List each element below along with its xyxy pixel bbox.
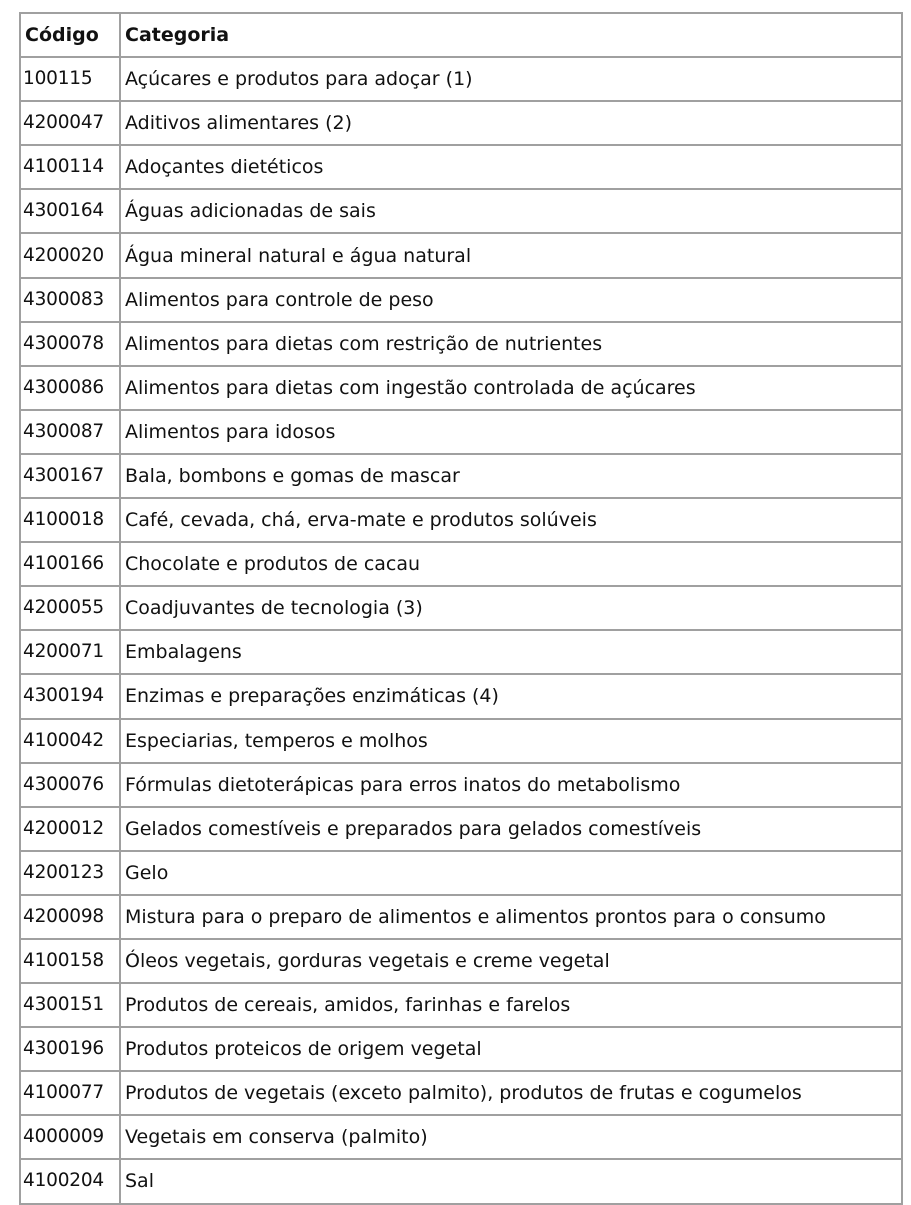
row-code: 4200047 [20, 101, 120, 145]
row-category: Gelo [120, 851, 902, 895]
row-category: Água mineral natural e água natural [120, 233, 902, 277]
table-row [20, 542, 902, 586]
table-row [20, 498, 902, 542]
row-category: Adoçantes dietéticos [120, 145, 902, 189]
row-category: Enzimas e preparações enzimáticas (4) [120, 674, 902, 718]
row-code: 4300151 [20, 983, 120, 1027]
row-category: Vegetais em conserva (palmito) [120, 1115, 902, 1159]
row-code: 4100158 [20, 939, 120, 983]
row-category: Coadjuvantes de tecnologia (3) [120, 586, 902, 630]
table-row [20, 851, 902, 895]
table-row [20, 807, 902, 851]
row-category: Produtos de vegetais (exceto palmito), produtos de frutas e cogumelos [120, 1071, 902, 1115]
row-category: Açúcares e produtos para adoçar (1) [120, 57, 902, 101]
table-row [20, 145, 902, 189]
table-row [20, 939, 902, 983]
row-code: 4100018 [20, 498, 120, 542]
row-category: Produtos de cereais, amidos, farinhas e farelos [120, 983, 902, 1027]
table-row [20, 1159, 902, 1203]
row-code: 4200071 [20, 630, 120, 674]
table-row [20, 983, 902, 1027]
row-code: 4100077 [20, 1071, 120, 1115]
row-category: Fórmulas dietoterápicas para erros inatos do metabolismo [120, 763, 902, 807]
row-category: Alimentos para controle de peso [120, 278, 902, 322]
table-header-row [20, 13, 902, 57]
row-code: 4200012 [20, 807, 120, 851]
row-category: Águas adicionadas de sais [120, 189, 902, 233]
table-row [20, 57, 902, 101]
row-code: 4000009 [20, 1115, 120, 1159]
table-row [20, 322, 902, 366]
table-body [20, 57, 902, 1203]
row-code: 4300167 [20, 454, 120, 498]
category-table-container [19, 12, 901, 1205]
row-code: 4300164 [20, 189, 120, 233]
table-row [20, 895, 902, 939]
table-row [20, 586, 902, 630]
category-table [19, 12, 903, 1205]
row-code: 4200123 [20, 851, 120, 895]
table-row [20, 101, 902, 145]
row-category: Produtos proteicos de origem vegetal [120, 1027, 902, 1071]
row-code: 4200055 [20, 586, 120, 630]
table-row [20, 719, 902, 763]
column-header-category: Categoria [120, 13, 902, 57]
table-row [20, 674, 902, 718]
row-category: Gelados comestíveis e preparados para gelados comestíveis [120, 807, 902, 851]
row-category: Óleos vegetais, gorduras vegetais e creme vegetal [120, 939, 902, 983]
row-category: Café, cevada, chá, erva-mate e produtos solúveis [120, 498, 902, 542]
table-row [20, 278, 902, 322]
table-row [20, 454, 902, 498]
table-row [20, 189, 902, 233]
column-header-code: Código [20, 13, 120, 57]
row-category: Sal [120, 1159, 902, 1203]
row-code: 4300087 [20, 410, 120, 454]
row-code: 4300083 [20, 278, 120, 322]
row-category: Alimentos para idosos [120, 410, 902, 454]
row-category: Especiarias, temperos e molhos [120, 719, 902, 763]
row-category: Alimentos para dietas com ingestão controlada de açúcares [120, 366, 902, 410]
row-code: 4100204 [20, 1159, 120, 1203]
table-row [20, 1115, 902, 1159]
row-code: 4200098 [20, 895, 120, 939]
row-code: 100115 [20, 57, 120, 101]
table-row [20, 763, 902, 807]
table-row [20, 366, 902, 410]
row-code: 4300076 [20, 763, 120, 807]
row-category: Bala, bombons e gomas de mascar [120, 454, 902, 498]
row-code: 4100114 [20, 145, 120, 189]
row-code: 4100166 [20, 542, 120, 586]
table-row [20, 410, 902, 454]
table-row [20, 233, 902, 277]
row-code: 4300196 [20, 1027, 120, 1071]
row-category: Embalagens [120, 630, 902, 674]
row-category: Mistura para o preparo de alimentos e alimentos prontos para o consumo [120, 895, 902, 939]
table-row [20, 1027, 902, 1071]
row-code: 4300194 [20, 674, 120, 718]
row-code: 4100042 [20, 719, 120, 763]
row-code: 4300086 [20, 366, 120, 410]
row-code: 4300078 [20, 322, 120, 366]
row-code: 4200020 [20, 233, 120, 277]
table-row [20, 1071, 902, 1115]
row-category: Alimentos para dietas com restrição de nutrientes [120, 322, 902, 366]
row-category: Chocolate e produtos de cacau [120, 542, 902, 586]
table-row [20, 630, 902, 674]
row-category: Aditivos alimentares (2) [120, 101, 902, 145]
